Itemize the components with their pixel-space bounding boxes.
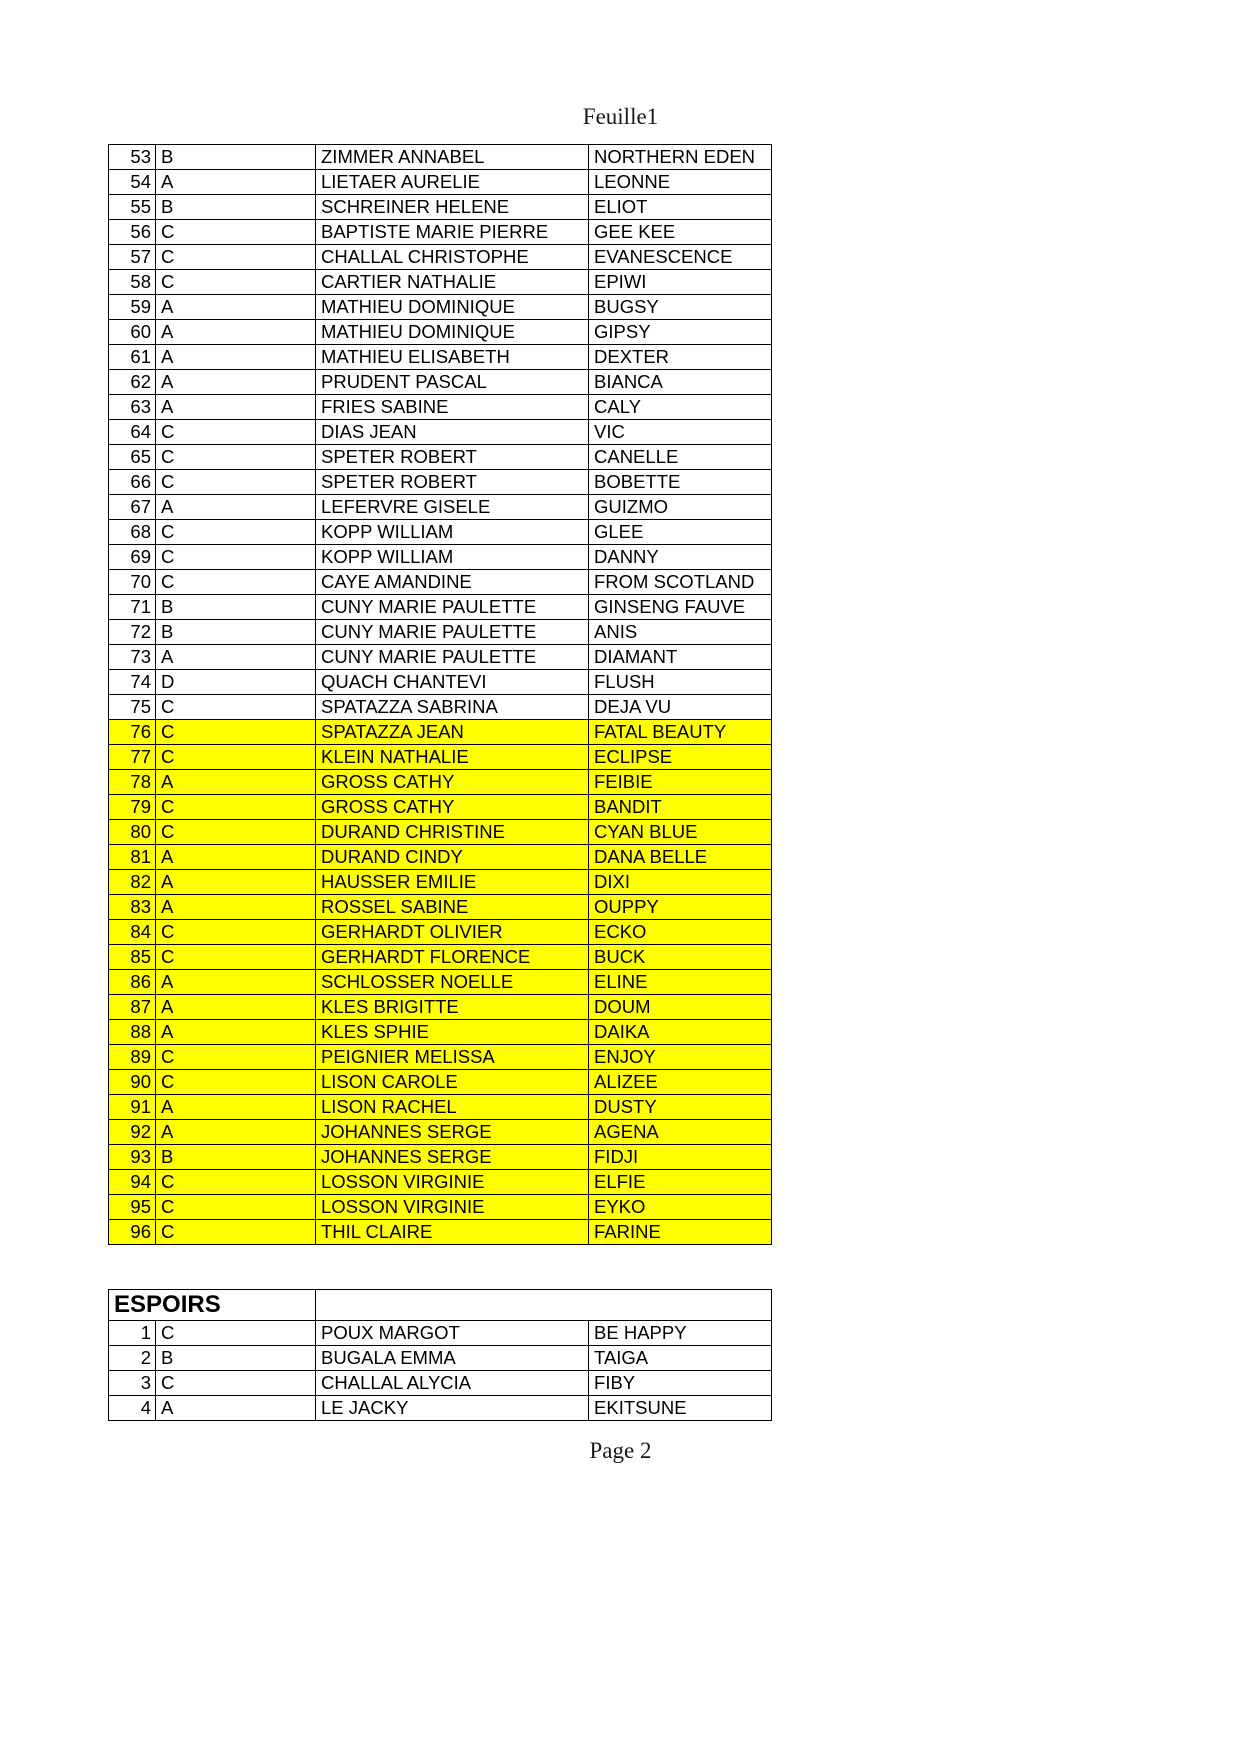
table-row [109,220,772,245]
horse-name-cell: CALY [589,395,772,420]
rider-name-cell: KOPP WILLIAM [316,545,589,570]
row-number-cell: 80 [109,820,156,845]
rider-name-cell: CAYE AMANDINE [316,570,589,595]
horse-name-cell: DEJA VU [589,695,772,720]
rider-name-cell: CHALLAL CHRISTOPHE [316,245,589,270]
category-cell: A [156,345,316,370]
horse-name-cell: CANELLE [589,445,772,470]
category-cell: B [156,1346,316,1371]
espoirs-title-spacer [316,1290,589,1321]
category-cell: C [156,420,316,445]
horse-name-cell: DAIKA [589,1020,772,1045]
horse-name-cell: EYKO [589,1195,772,1220]
horse-name-cell: ANIS [589,620,772,645]
table-row [109,670,772,695]
row-number-cell: 69 [109,545,156,570]
row-number-cell: 67 [109,495,156,520]
category-cell: C [156,745,316,770]
horse-name-cell: ENJOY [589,1045,772,1070]
row-number-cell: 88 [109,1020,156,1045]
category-cell: B [156,595,316,620]
category-cell: A [156,1396,316,1421]
category-cell: C [156,470,316,495]
table-row [109,970,772,995]
category-cell: C [156,1045,316,1070]
table-row [109,895,772,920]
table-row [109,495,772,520]
rider-name-cell: LEFERVRE GISELE [316,495,589,520]
horse-name-cell: BE HAPPY [589,1321,772,1346]
category-cell: A [156,895,316,920]
category-cell: C [156,270,316,295]
table-row [109,1220,772,1245]
table-row [109,770,772,795]
row-number-cell: 54 [109,170,156,195]
horse-name-cell: ELIOT [589,195,772,220]
row-number-cell: 3 [109,1371,156,1396]
rider-name-cell: ROSSEL SABINE [316,895,589,920]
row-number-cell: 73 [109,645,156,670]
category-cell: A [156,320,316,345]
row-number-cell: 2 [109,1346,156,1371]
horse-name-cell: EPIWI [589,270,772,295]
row-number-cell: 84 [109,920,156,945]
row-number-cell: 77 [109,745,156,770]
rider-name-cell: LOSSON VIRGINIE [316,1170,589,1195]
rider-name-cell: LIETAER AURELIE [316,170,589,195]
category-cell: A [156,370,316,395]
row-number-cell: 60 [109,320,156,345]
rider-name-cell: SPETER ROBERT [316,445,589,470]
category-cell: C [156,720,316,745]
category-cell: C [156,1371,316,1396]
horse-name-cell: BIANCA [589,370,772,395]
table-row [109,520,772,545]
horse-name-cell: AGENA [589,1120,772,1145]
row-number-cell: 85 [109,945,156,970]
category-cell: C [156,1220,316,1245]
category-cell: A [156,870,316,895]
table-row [109,445,772,470]
table-row [109,1070,772,1095]
rider-name-cell: SPETER ROBERT [316,470,589,495]
table-row [109,295,772,320]
rider-name-cell: CUNY MARIE PAULETTE [316,595,589,620]
rider-name-cell: ZIMMER ANNABEL [316,145,589,170]
category-cell: A [156,770,316,795]
rider-name-cell: CARTIER NATHALIE [316,270,589,295]
category-cell: C [156,1195,316,1220]
row-number-cell: 63 [109,395,156,420]
table-row [109,1371,772,1396]
category-cell: A [156,645,316,670]
category-cell: C [156,795,316,820]
horse-name-cell: DOUM [589,995,772,1020]
table-row [109,570,772,595]
horse-name-cell: FATAL BEAUTY [589,720,772,745]
horse-name-cell: GLEE [589,520,772,545]
row-number-cell: 70 [109,570,156,595]
row-number-cell: 82 [109,870,156,895]
rider-name-cell: KOPP WILLIAM [316,520,589,545]
category-cell: A [156,295,316,320]
table-row [109,420,772,445]
page-title: Feuille1 [582,104,659,129]
row-number-cell: 62 [109,370,156,395]
row-number-cell: 86 [109,970,156,995]
row-number-cell: 89 [109,1045,156,1070]
page-number: Page 2 [589,1438,652,1463]
category-cell: C [156,1170,316,1195]
table-row [109,320,772,345]
row-number-cell: 74 [109,670,156,695]
horse-name-cell: ECLIPSE [589,745,772,770]
row-number-cell: 83 [109,895,156,920]
table-row [109,545,772,570]
rider-name-cell: JOHANNES SERGE [316,1120,589,1145]
table-row [109,1170,772,1195]
row-number-cell: 65 [109,445,156,470]
row-number-cell: 94 [109,1170,156,1195]
table-row [109,845,772,870]
table-row [109,145,772,170]
rider-name-cell: DIAS JEAN [316,420,589,445]
category-cell: C [156,820,316,845]
table-row [109,920,772,945]
horse-name-cell: FLUSH [589,670,772,695]
rider-name-cell: MATHIEU DOMINIQUE [316,320,589,345]
row-number-cell: 75 [109,695,156,720]
horse-name-cell: BANDIT [589,795,772,820]
horse-name-cell: DEXTER [589,345,772,370]
category-cell: A [156,495,316,520]
row-number-cell: 78 [109,770,156,795]
category-cell: C [156,520,316,545]
horse-name-cell: NORTHERN EDEN [589,145,772,170]
row-number-cell: 58 [109,270,156,295]
rider-name-cell: FRIES SABINE [316,395,589,420]
category-cell: A [156,1120,316,1145]
participants-table [108,144,772,1245]
rider-name-cell: CHALLAL ALYCIA [316,1371,589,1396]
espoirs-table-body [109,1290,772,1421]
horse-name-cell: ELFIE [589,1170,772,1195]
category-cell: A [156,170,316,195]
category-cell: A [156,395,316,420]
horse-name-cell: FIBY [589,1371,772,1396]
rider-name-cell: JOHANNES SERGE [316,1145,589,1170]
row-number-cell: 79 [109,795,156,820]
row-number-cell: 4 [109,1396,156,1421]
table-row [109,795,772,820]
table-row [109,945,772,970]
horse-name-cell: CYAN BLUE [589,820,772,845]
horse-name-cell: EKITSUNE [589,1396,772,1421]
horse-name-cell: BOBETTE [589,470,772,495]
category-cell: B [156,195,316,220]
table-row [109,820,772,845]
horse-name-cell: DANNY [589,545,772,570]
table-row [109,1321,772,1346]
table-row [109,1045,772,1070]
horse-name-cell: DUSTY [589,1095,772,1120]
rider-name-cell: LISON RACHEL [316,1095,589,1120]
row-number-cell: 96 [109,1220,156,1245]
row-number-cell: 72 [109,620,156,645]
category-cell: B [156,620,316,645]
espoirs-section-title: ESPOIRS [109,1290,316,1321]
category-cell: A [156,1020,316,1045]
rider-name-cell: LOSSON VIRGINIE [316,1195,589,1220]
row-number-cell: 1 [109,1321,156,1346]
horse-name-cell: GINSENG FAUVE [589,595,772,620]
row-number-cell: 68 [109,520,156,545]
category-cell: C [156,920,316,945]
row-number-cell: 61 [109,345,156,370]
category-cell: B [156,1145,316,1170]
rider-name-cell: SCHLOSSER NOELLE [316,970,589,995]
rider-name-cell: KLES BRIGITTE [316,995,589,1020]
rider-name-cell: DURAND CHRISTINE [316,820,589,845]
table-row [109,1120,772,1145]
rider-name-cell: GROSS CATHY [316,795,589,820]
table-row [109,1020,772,1045]
horse-name-cell: GUIZMO [589,495,772,520]
rider-name-cell: LE JACKY [316,1396,589,1421]
category-cell: C [156,220,316,245]
participants-table-body [109,145,772,1245]
category-cell: C [156,695,316,720]
horse-name-cell: BUCK [589,945,772,970]
horse-name-cell: GEE KEE [589,220,772,245]
rider-name-cell: BUGALA EMMA [316,1346,589,1371]
row-number-cell: 91 [109,1095,156,1120]
table-row [109,1396,772,1421]
category-cell: A [156,970,316,995]
row-number-cell: 66 [109,470,156,495]
horse-name-cell: ALIZEE [589,1070,772,1095]
table-row [109,720,772,745]
table-row [109,745,772,770]
row-number-cell: 76 [109,720,156,745]
horse-name-cell: DANA BELLE [589,845,772,870]
horse-name-cell: TAIGA [589,1346,772,1371]
row-number-cell: 87 [109,995,156,1020]
rider-name-cell: THIL CLAIRE [316,1220,589,1245]
category-cell: D [156,670,316,695]
table-row [109,645,772,670]
rider-name-cell: LISON CAROLE [316,1070,589,1095]
row-number-cell: 95 [109,1195,156,1220]
category-cell: A [156,845,316,870]
row-number-cell: 53 [109,145,156,170]
row-number-cell: 92 [109,1120,156,1145]
rider-name-cell: MATHIEU DOMINIQUE [316,295,589,320]
table-row [109,995,772,1020]
table-row [109,270,772,295]
rider-name-cell: MATHIEU ELISABETH [316,345,589,370]
row-number-cell: 90 [109,1070,156,1095]
row-number-cell: 55 [109,195,156,220]
horse-name-cell: DIAMANT [589,645,772,670]
espoirs-title-row [109,1290,772,1321]
category-cell: B [156,145,316,170]
horse-name-cell: BUGSY [589,295,772,320]
table-row [109,170,772,195]
category-cell: C [156,545,316,570]
table-row [109,195,772,220]
rider-name-cell: SCHREINER HELENE [316,195,589,220]
horse-name-cell: EVANESCENCE [589,245,772,270]
row-number-cell: 81 [109,845,156,870]
rider-name-cell: GERHARDT OLIVIER [316,920,589,945]
category-cell: A [156,1095,316,1120]
category-cell: C [156,1321,316,1346]
table-row [109,370,772,395]
horse-name-cell: FEIBIE [589,770,772,795]
table-row [109,470,772,495]
espoirs-title-spacer-end [589,1290,772,1321]
rider-name-cell: GROSS CATHY [316,770,589,795]
table-row [109,1145,772,1170]
category-cell: C [156,245,316,270]
category-cell: C [156,945,316,970]
table-row [109,395,772,420]
rider-name-cell: PRUDENT PASCAL [316,370,589,395]
row-number-cell: 57 [109,245,156,270]
table-row [109,1195,772,1220]
rider-name-cell: POUX MARGOT [316,1321,589,1346]
horse-name-cell: FIDJI [589,1145,772,1170]
horse-name-cell: FROM SCOTLAND [589,570,772,595]
category-cell: C [156,1070,316,1095]
category-cell: C [156,570,316,595]
rider-name-cell: GERHARDT FLORENCE [316,945,589,970]
table-row [109,695,772,720]
horse-name-cell: FARINE [589,1220,772,1245]
espoirs-table [108,1289,772,1421]
rider-name-cell: QUACH CHANTEVI [316,670,589,695]
table-row [109,245,772,270]
horse-name-cell: DIXI [589,870,772,895]
horse-name-cell: ELINE [589,970,772,995]
rider-name-cell: BAPTISTE MARIE PIERRE [316,220,589,245]
horse-name-cell: VIC [589,420,772,445]
rider-name-cell: SPATAZZA JEAN [316,720,589,745]
row-number-cell: 64 [109,420,156,445]
rider-name-cell: KLES SPHIE [316,1020,589,1045]
row-number-cell: 56 [109,220,156,245]
table-row [109,345,772,370]
horse-name-cell: ECKO [589,920,772,945]
rider-name-cell: PEIGNIER MELISSA [316,1045,589,1070]
table-row [109,870,772,895]
table-row [109,1095,772,1120]
rider-name-cell: CUNY MARIE PAULETTE [316,620,589,645]
rider-name-cell: SPATAZZA SABRINA [316,695,589,720]
horse-name-cell: OUPPY [589,895,772,920]
category-cell: C [156,445,316,470]
horse-name-cell: GIPSY [589,320,772,345]
rider-name-cell: CUNY MARIE PAULETTE [316,645,589,670]
rider-name-cell: HAUSSER EMILIE [316,870,589,895]
table-row [109,620,772,645]
row-number-cell: 93 [109,1145,156,1170]
rider-name-cell: KLEIN NATHALIE [316,745,589,770]
row-number-cell: 71 [109,595,156,620]
row-number-cell: 59 [109,295,156,320]
rider-name-cell: DURAND CINDY [316,845,589,870]
category-cell: A [156,995,316,1020]
table-row [109,595,772,620]
horse-name-cell: LEONNE [589,170,772,195]
table-row [109,1346,772,1371]
